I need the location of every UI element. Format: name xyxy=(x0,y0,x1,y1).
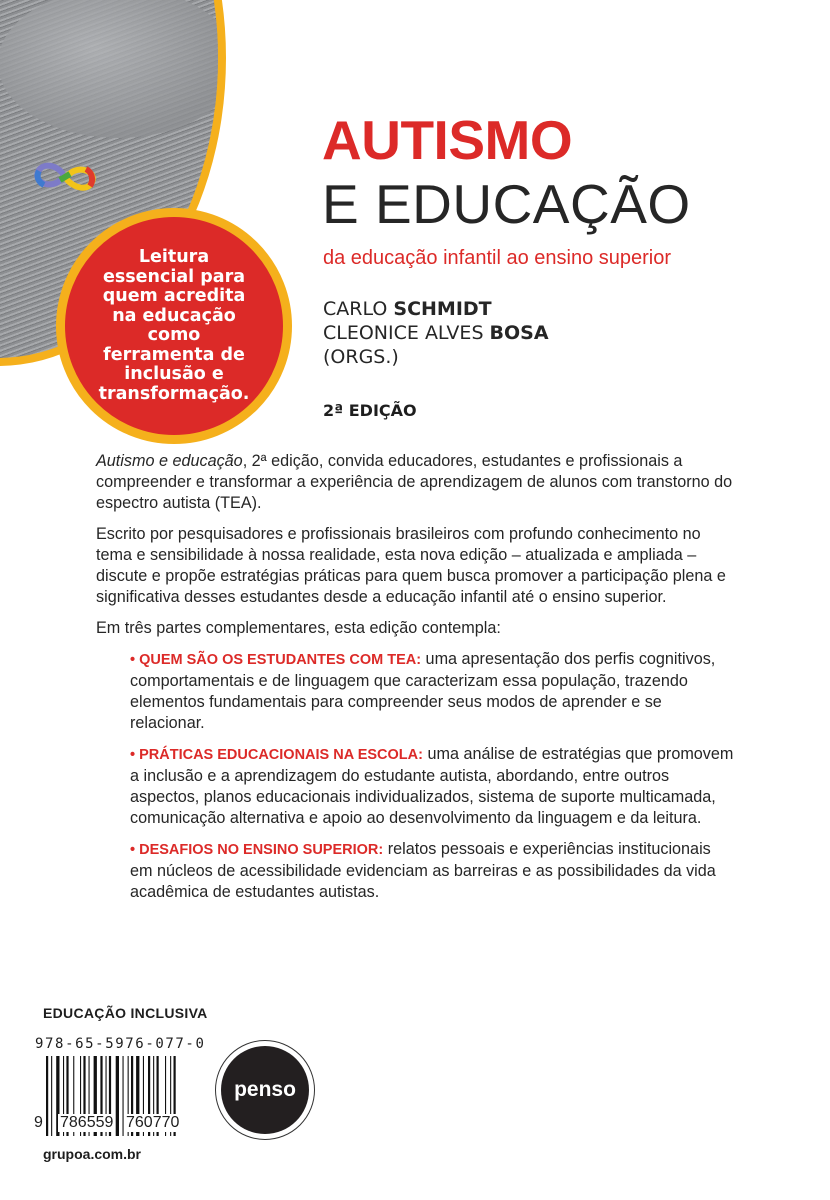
highlight-badge: Leitura essencial para quem acredita na educação como ferramenta de inclusão e transformação. xyxy=(56,208,292,444)
orgs-label: (ORGS.) xyxy=(323,346,399,368)
paragraph-2: Escrito por pesquisadores e profissionais brasileiros com profundo conhecimento no tema e sensibilidade à nossa realidade, esta nova edição – atualizada e ampliada – discute e propõe estratégias práticas para quem busca promover a participação plena e significativa desses estudantes desde a educação infantil até o ensino superior. xyxy=(96,525,726,606)
infinity-pin-icon xyxy=(30,152,100,202)
bullet-list xyxy=(130,649,736,903)
edition: 2ª EDIÇÃO xyxy=(323,401,417,420)
category-label: EDUCAÇÃO INCLUSIVA xyxy=(43,1005,208,1021)
paragraph-3: Em três partes complementares, esta edição contempla: xyxy=(96,619,501,637)
barcode-digit-prefix: 9 xyxy=(34,1114,43,1131)
list-item: • DESAFIOS NO ENSINO SUPERIOR: relatos pessoais e experiências institucionais em núcleos de acessibilidade evidenciam as barreiras e as possibilidades da vida acadêmica de estudantes autistas. xyxy=(130,840,716,901)
description xyxy=(96,451,736,913)
publisher-logo: penso xyxy=(215,1040,315,1140)
website-url: grupoa.com.br xyxy=(43,1146,142,1162)
title-line-1: AUTISMO xyxy=(322,109,573,171)
title-line-2: E EDUCAÇÃO xyxy=(322,173,691,235)
isbn: 978-65-5976-077-0 xyxy=(35,1036,206,1052)
author-1: CARLO SCHMIDT xyxy=(323,298,492,320)
subtitle: da educação infantil ao ensino superior xyxy=(323,247,672,269)
list-item: • PRÁTICAS EDUCACIONAIS NA ESCOLA: uma análise de estratégias que promovem a inclusão e a aprendizagem do estudante autista, abordando, entre outros aspectos, planos educacionais individualizados, sistema de suporte multicamada, comunicação alternativa e apoio ao desenvolvimento da linguagem e da leitura. xyxy=(130,745,734,827)
author-2: CLEONICE ALVES BOSA xyxy=(323,322,549,344)
list-item: • QUEM SÃO OS ESTUDANTES COM TEA: uma apresentação dos perfis cognitivos, comportamentais e de linguagem que caracterizam essa população, trazendo elementos fundamentais para compreender seus modos de aprender e se relacionar. xyxy=(130,650,716,732)
paragraph-1: Autismo e educação, 2ª edição, convida educadores, estudantes e profissionais a compreender e transformar a experiência de aprendizagem de alunos com transtorno do espectro autista (TEA). xyxy=(96,452,733,512)
authors xyxy=(323,297,549,369)
barcode-digits-right: 760770 xyxy=(126,1114,180,1131)
barcode-digits-left: 786559 xyxy=(60,1114,114,1131)
